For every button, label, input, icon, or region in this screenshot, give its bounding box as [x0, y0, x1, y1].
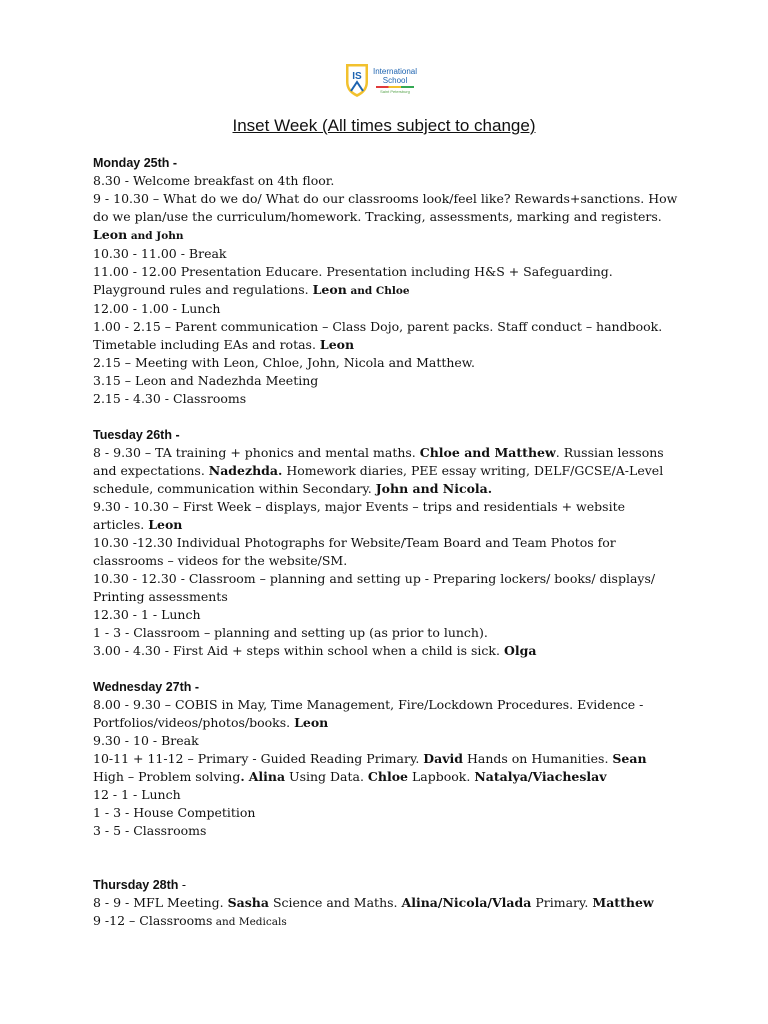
item-text: 8.00 - 9.30 – COBIS in May, Time Management, Fire/Lockdown Procedures. Evidence - Portfolios/videos/photos/books. [93, 697, 644, 730]
schedule-item [93, 263, 678, 300]
item-text: 2.15 – Meeting with Leon, Chloe, John, Nicola and Matthew. [93, 355, 476, 370]
schedule-item [93, 372, 678, 390]
presenter-name: and Chloe [346, 285, 410, 297]
schedule-item [93, 318, 678, 354]
schedule-item [93, 696, 678, 732]
logo-line-1: International [373, 66, 418, 76]
schedule-item [93, 912, 678, 931]
item-text: 10-11 + 11-12 – Primary - Guided Reading Primary. [93, 751, 424, 766]
item-text: 9.30 - 10 - Break [93, 733, 199, 748]
page-title: Inset Week (All times subject to change) [232, 116, 536, 135]
item-text: 3.15 – Leon and Nadezhda Meeting [93, 373, 319, 388]
day-section [93, 426, 678, 660]
schedule-item [93, 786, 678, 804]
schedule-item [93, 534, 678, 570]
item-text: 1.00 - 2.15 – Parent communication – Class Dojo, parent packs. Staff conduct – handbook. Timetable including EAs and rotas. [93, 319, 663, 352]
schedule-item [93, 642, 678, 660]
logo-line-2: School [382, 75, 408, 85]
presenter-name: Sasha [227, 895, 269, 910]
item-text: Using Data. [285, 769, 368, 784]
day-section [93, 876, 678, 931]
day-section [93, 154, 678, 408]
schedule-item [93, 444, 678, 498]
presenter-name: Chloe [367, 769, 408, 784]
presenter-name: Leon [319, 337, 355, 352]
item-text: and Medicals [212, 916, 287, 928]
schedule-item [93, 190, 678, 245]
logo-color-rule [376, 86, 414, 88]
day-section [93, 678, 678, 840]
presenter-name: Leon [312, 282, 347, 297]
schedule-item [93, 732, 678, 750]
item-text: 8 - 9.30 – TA training + phonics and mental maths. [93, 445, 420, 460]
schedule-item [93, 172, 678, 190]
section-spacer [93, 840, 678, 876]
schedule-item [93, 750, 678, 786]
item-text: 10.30 -12.30 Individual Photographs for Website/Team Board and Team Photos for classrooms – videos for the website/SM. [93, 535, 616, 568]
schedule-item [93, 804, 678, 822]
day-heading: Thursday 28th - [93, 878, 187, 892]
item-text: . Russian lessons and expectations. [93, 445, 664, 478]
presenter-name: . [240, 769, 245, 784]
schedule-item [93, 570, 678, 606]
logo-line-3: Saint Petersburg [380, 88, 410, 94]
presenter-name: Matthew [592, 895, 654, 910]
presenter-name: Natalya/Viacheslav [474, 769, 607, 784]
presenter-name: Nadezhda. [208, 463, 283, 478]
item-text: 11.00 - 12.00 Presentation Educare. Presentation including H&S + Safeguarding. Playground rules and regulations. [93, 264, 613, 297]
presenter-name: Sean [612, 751, 647, 766]
section-spacer [93, 660, 678, 678]
item-text: High – Problem solving [93, 769, 241, 784]
schedule-item [93, 894, 678, 912]
item-text: Primary. [531, 895, 593, 910]
schedule-item [93, 245, 678, 263]
presenter-name: David [423, 751, 463, 766]
item-text: 3.00 - 4.30 - First Aid + steps within school when a child is sick. [93, 643, 504, 658]
presenter-name: Olga [503, 643, 537, 658]
day-heading: Wednesday 27th - [93, 680, 200, 694]
logo-wordmark [373, 67, 417, 94]
presenter-name: Alina [248, 769, 286, 784]
item-text: 2.15 - 4.30 - Classrooms [93, 391, 247, 406]
presenter-name: Leon [294, 715, 329, 730]
item-text: 12.00 - 1.00 - Lunch [93, 301, 221, 316]
school-logo [344, 60, 428, 100]
item-text: Lapbook. [408, 769, 475, 784]
presenter-name: Leon [93, 227, 128, 242]
schedule-item [93, 300, 678, 318]
item-text: 3 - 5 - Classrooms [93, 823, 207, 838]
presenter-name: and John [127, 230, 184, 242]
section-spacer [93, 408, 678, 426]
item-text: 9 - 10.30 – What do we do/ What do our classrooms look/feel like? Rewards+sanctions. How do we plan/use the curriculum/homework. Tracking, assessments, marking and registers. [93, 191, 678, 224]
item-text: Hands on Humanities. [463, 751, 613, 766]
schedule-item [93, 354, 678, 372]
item-text: 1 - 3 - House Competition [93, 805, 256, 820]
item-text: 8 - 9 - MFL Meeting. [93, 895, 228, 910]
schedule-item [93, 498, 678, 534]
schedule-content [93, 154, 678, 931]
schedule-item [93, 390, 678, 408]
item-text: 10.30 - 12.30 - Classroom – planning and setting up - Preparing lockers/ books/ displays/ Printing assessments [93, 571, 656, 604]
item-text: Homework diaries, PEE essay writing, DELF/GCSE/A-Level schedule, communication within Secondary. [93, 463, 664, 496]
item-text: 8.30 - Welcome breakfast on 4th floor. [93, 173, 335, 188]
item-text: Science and Maths. [268, 895, 402, 910]
svg-text:IS: IS [352, 71, 362, 82]
item-text: 12 - 1 - Lunch [93, 787, 181, 802]
presenter-name: John and Nicola. [375, 481, 493, 496]
schedule-item [93, 606, 678, 624]
day-heading: Tuesday 26th - [93, 428, 180, 442]
item-text: 9.30 - 10.30 – First Week – displays, major Events – trips and residentials + website articles. [93, 499, 625, 532]
item-text: 12.30 - 1 - Lunch [93, 607, 201, 622]
item-text: 9 -12 – Classrooms [93, 913, 213, 928]
schedule-item [93, 624, 678, 642]
schedule-item [93, 822, 678, 840]
presenter-name: Leon [148, 517, 183, 532]
crest-icon [344, 62, 370, 98]
day-heading: Monday 25th - [93, 156, 178, 170]
item-text: 1 - 3 - Classroom – planning and setting up (as prior to lunch). [93, 625, 488, 640]
presenter-name: Alina/Nicola/Vlada [401, 895, 532, 910]
item-text: 10.30 - 11.00 - Break [93, 246, 227, 261]
presenter-name: Chloe and Matthew [419, 445, 556, 460]
